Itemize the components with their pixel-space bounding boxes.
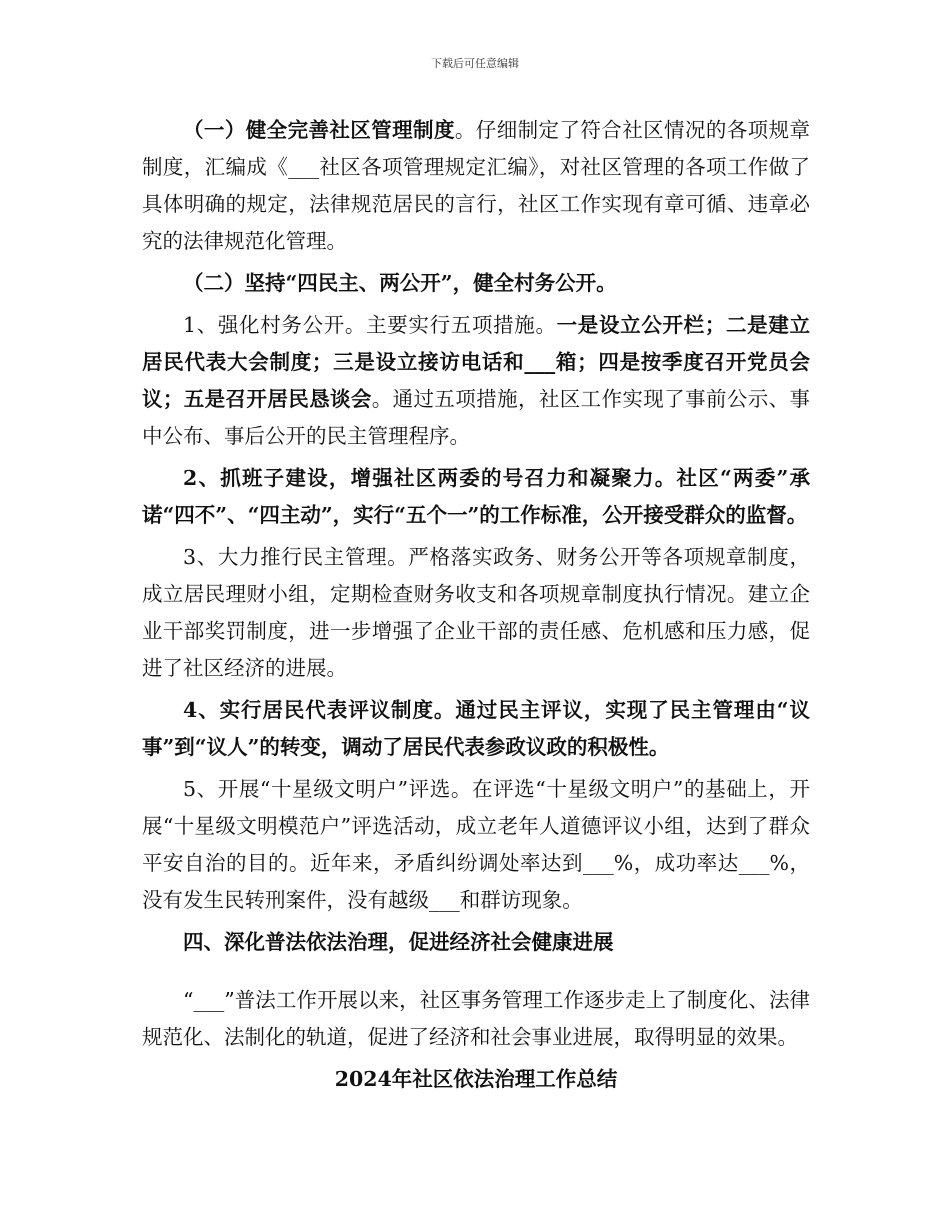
paragraph-lead: 1、强化村务公开: [183, 313, 345, 337]
paragraph-democratic-management: [142, 539, 810, 687]
page-header: 下载后可任意编辑: [431, 57, 519, 70]
paragraph-team-building: 2、抓班子建设，增强社区两委的号召力和凝聚力。社区“两委”承诺“四不”、“四主动”，实行“五个一”的工作标准，公开接受群众的监督。: [142, 466, 810, 527]
document-body: [142, 112, 810, 1118]
paragraph-bold-text: 一是设立公开栏；二是建立居民代表大会制度；三是设立接访电话和___箱；四是按季度召开党员会议；五是召开居民恳谈会: [142, 313, 811, 411]
paragraph-heading: （一）健全完善社区管理制度: [183, 118, 455, 142]
section-heading-legal-governance: 四、深化普法依法治理，促进经济社会健康进展: [183, 930, 614, 954]
paragraph-management-system: [142, 112, 810, 260]
paragraph-representative-review: 4、实行居民代表评议制度。通过民主评议，实现了民主管理由“议事”到“议人”的转变，调动了居民代表参政议政的积极性。: [142, 698, 810, 759]
paragraph-text: 。严格落实政务、财务公开等各项规章制度，成立居民理财小组，定期检查财务收支和各项规章制度执行情况。建立企业干部奖罚制度，进一步增强了企业干部的责任感、危机感和压力感，促进了社区经济的进展。: [142, 545, 811, 680]
section-heading-village-affairs: （二）坚持“四民主、两公开”，健全村务公开。: [183, 271, 617, 295]
paragraph-text: 。通过五项措施，社区工作实现了事前公示、事中公布、事后公开的民主管理程序。: [142, 387, 811, 448]
paragraph-text: 。在评选“十星级文明户”的基础上，开展“十星级文明模范户”评选活动，成立老年人道德评议小组，达到了群众平安自治的目的。近年来，矛盾纠纷调处率达到___%，成功率达___%，没有发生民转刑案件，没有越级___和群访现象。: [142, 777, 810, 912]
paragraph-lead: 5、开展“十星级文明户”评选: [183, 777, 451, 801]
paragraph-text: 。主要实行五项措施。: [344, 313, 557, 337]
paragraph-legal-education: “___”普法工作开展以来，社区事务管理工作逐步走上了制度化、法律规范化、法制化的轨道，促进了经济和社会事业进展，取得明显的效果。: [142, 987, 810, 1049]
paragraph-lead: 3、大力推行民主管理: [183, 545, 388, 569]
paragraph-village-affairs-disclosure: [142, 307, 810, 455]
paragraph-text: 。仔细制定了符合社区情况的各项规章制度，汇编成《___社区各项管理规定汇编》，对社区管理的各项工作做了具体明确的规定，法律规范居民的言行，社区工作实现有章可循、违章必究的法律规范化管理。: [142, 118, 811, 253]
paragraph-star-households: [142, 771, 810, 919]
document-title: 2024年社区依法治理工作总结: [334, 1066, 618, 1091]
